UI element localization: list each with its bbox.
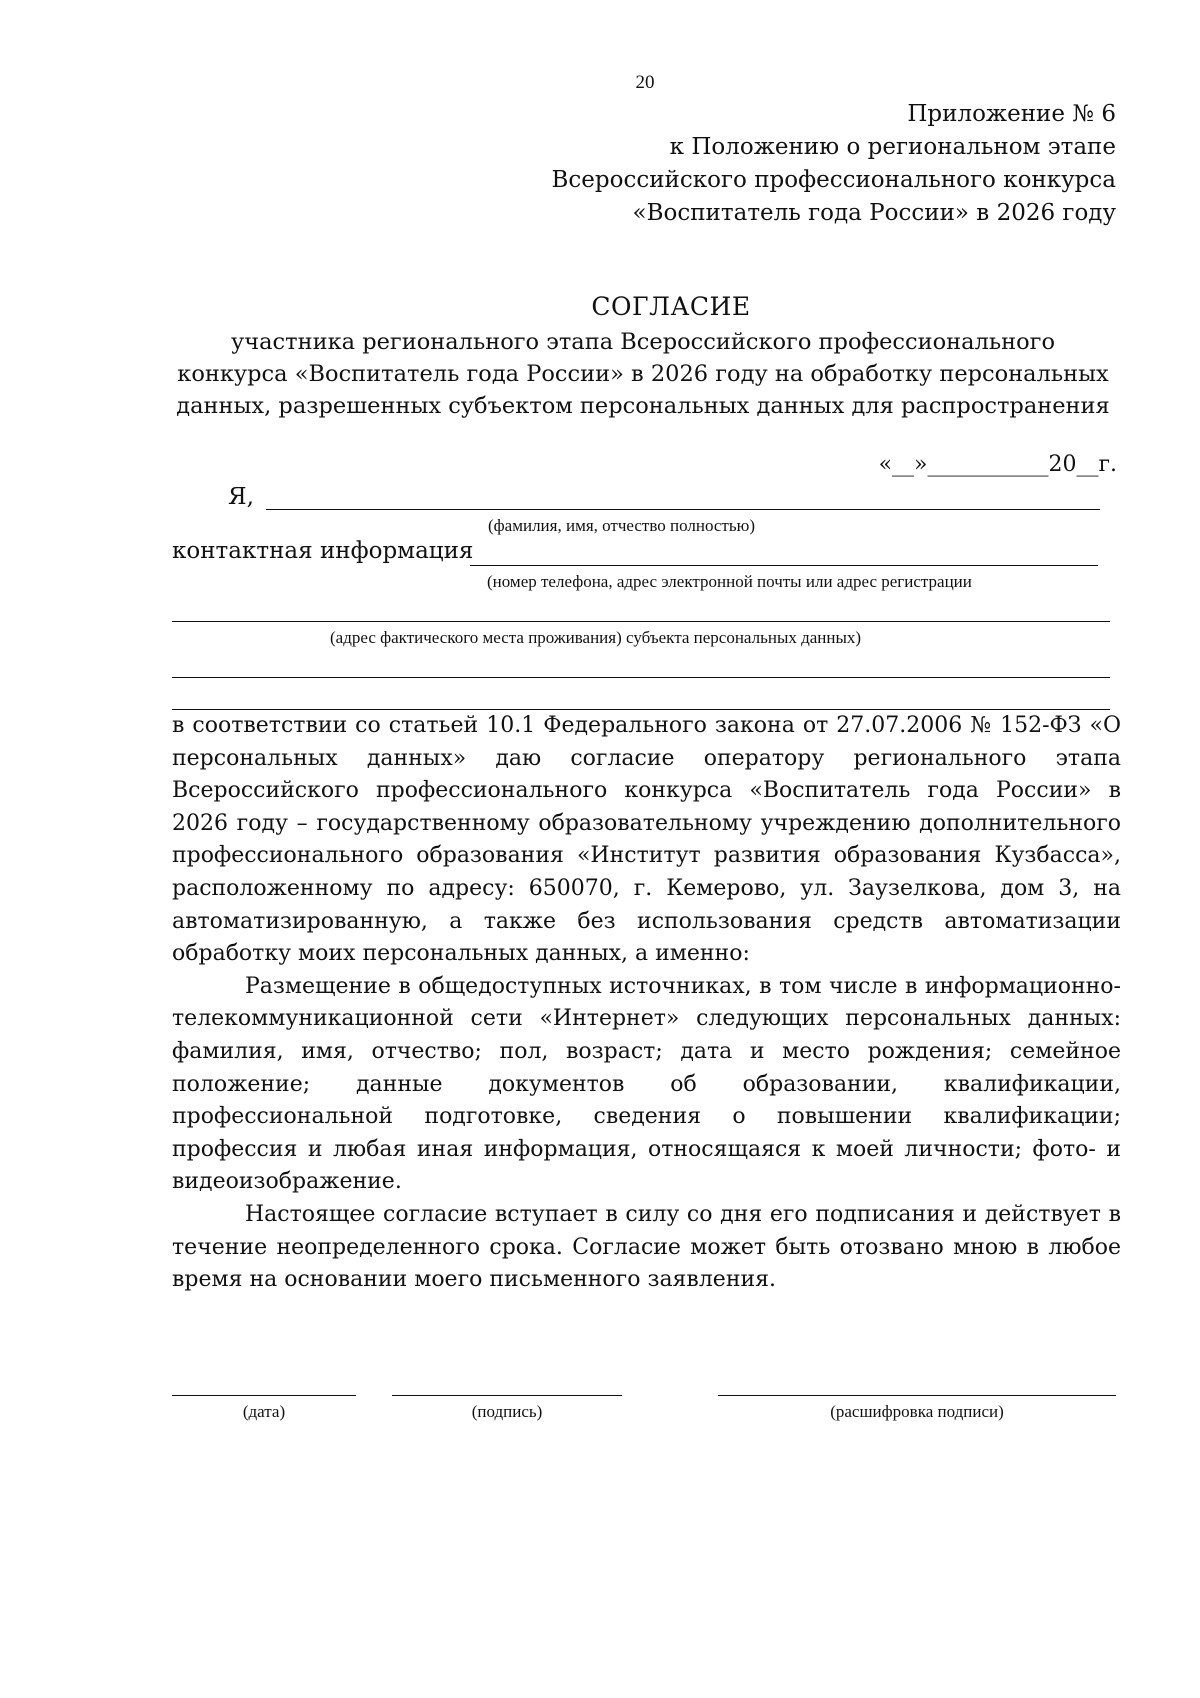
name-label: Я, xyxy=(228,484,254,510)
contact-hint: (номер телефона, адрес электронной почты или адрес регистрации xyxy=(487,572,972,591)
document-subtitle xyxy=(168,326,1118,422)
date-line: «__»___________20__г. xyxy=(878,452,1117,477)
consent-body xyxy=(172,710,1121,1297)
appendix-block xyxy=(552,98,1117,230)
contact-field-line[interactable] xyxy=(470,565,1098,566)
signature-label: (подпись) xyxy=(471,1402,543,1421)
body-paragraph-2: Размещение в общедоступных источниках, в том числе в информационно-телекоммуникационной сети «Интернет» следующих персональных данных: фамилия, имя, отчество; пол, возраст; дата и место рождения; семейное положение; данные документов об образовании, квалификации, профессиональной подготовке, сведения о повышении квалификации; профессия и любая иная информация, относящаяся к моей личности; фото- и видеоизображение. xyxy=(172,973,1121,1195)
subtitle-line-3: данных, разрешенных субъектом персональных данных для распространения xyxy=(176,393,1110,419)
residence-field-line-2[interactable] xyxy=(172,677,1110,678)
appendix-line-4: «Воспитатель года России» в 2026 году xyxy=(632,200,1116,226)
contact-label: контактная информация xyxy=(172,538,474,564)
date-signature-label: (дата) xyxy=(242,1402,286,1421)
decryption-line[interactable] xyxy=(718,1395,1116,1396)
appendix-line-3: Всероссийского профессионального конкурса xyxy=(551,167,1116,193)
residence-field-line-1[interactable] xyxy=(172,621,1110,622)
appendix-line-2: к Положению о региональном этапе xyxy=(669,134,1116,160)
appendix-line-1: Приложение № 6 xyxy=(907,101,1116,127)
name-field-line[interactable] xyxy=(266,509,1100,510)
date-signature-line[interactable] xyxy=(172,1395,356,1396)
page-number: 20 xyxy=(635,72,655,93)
subtitle-line-1: участника регионального этапа Всероссийского профессионального xyxy=(231,329,1055,355)
signature-line[interactable] xyxy=(392,1395,622,1396)
decryption-label: (расшифровка подписи) xyxy=(830,1402,1004,1421)
document-title: СОГЛАСИЕ xyxy=(591,292,751,321)
subtitle-line-2: конкурса «Воспитатель года России» в 2026 году на обработку персональных xyxy=(177,361,1109,387)
residence-hint: (адрес фактического места проживания) субъекта персональных данных) xyxy=(330,628,862,647)
body-paragraph-3: Настоящее согласие вступает в силу со дня его подписания и действует в течение неопределенного срока. Согласие может быть отозвано мною в любое время на основании моего письменного заявления. xyxy=(172,1201,1121,1293)
name-hint: (фамилия, имя, отчество полностью) xyxy=(488,516,755,535)
body-paragraph-1: в соответствии со статьей 10.1 Федерального закона от 27.07.2006 № 152-ФЗ «О персональных данных» даю согласие оператору регионального этапа Всероссийского профессионального конкурса «Воспитатель года России» в 2026 году – государственному образовательному учреждению дополнительного профессионального образования «Институт развития образования Кузбасса», расположенному по адресу: 650070, г. Кемерово, ул. Заузелкова, дом 3, на автоматизированную, а также без использования средств автоматизации обработку моих персональных данных, а именно: xyxy=(172,713,1121,967)
